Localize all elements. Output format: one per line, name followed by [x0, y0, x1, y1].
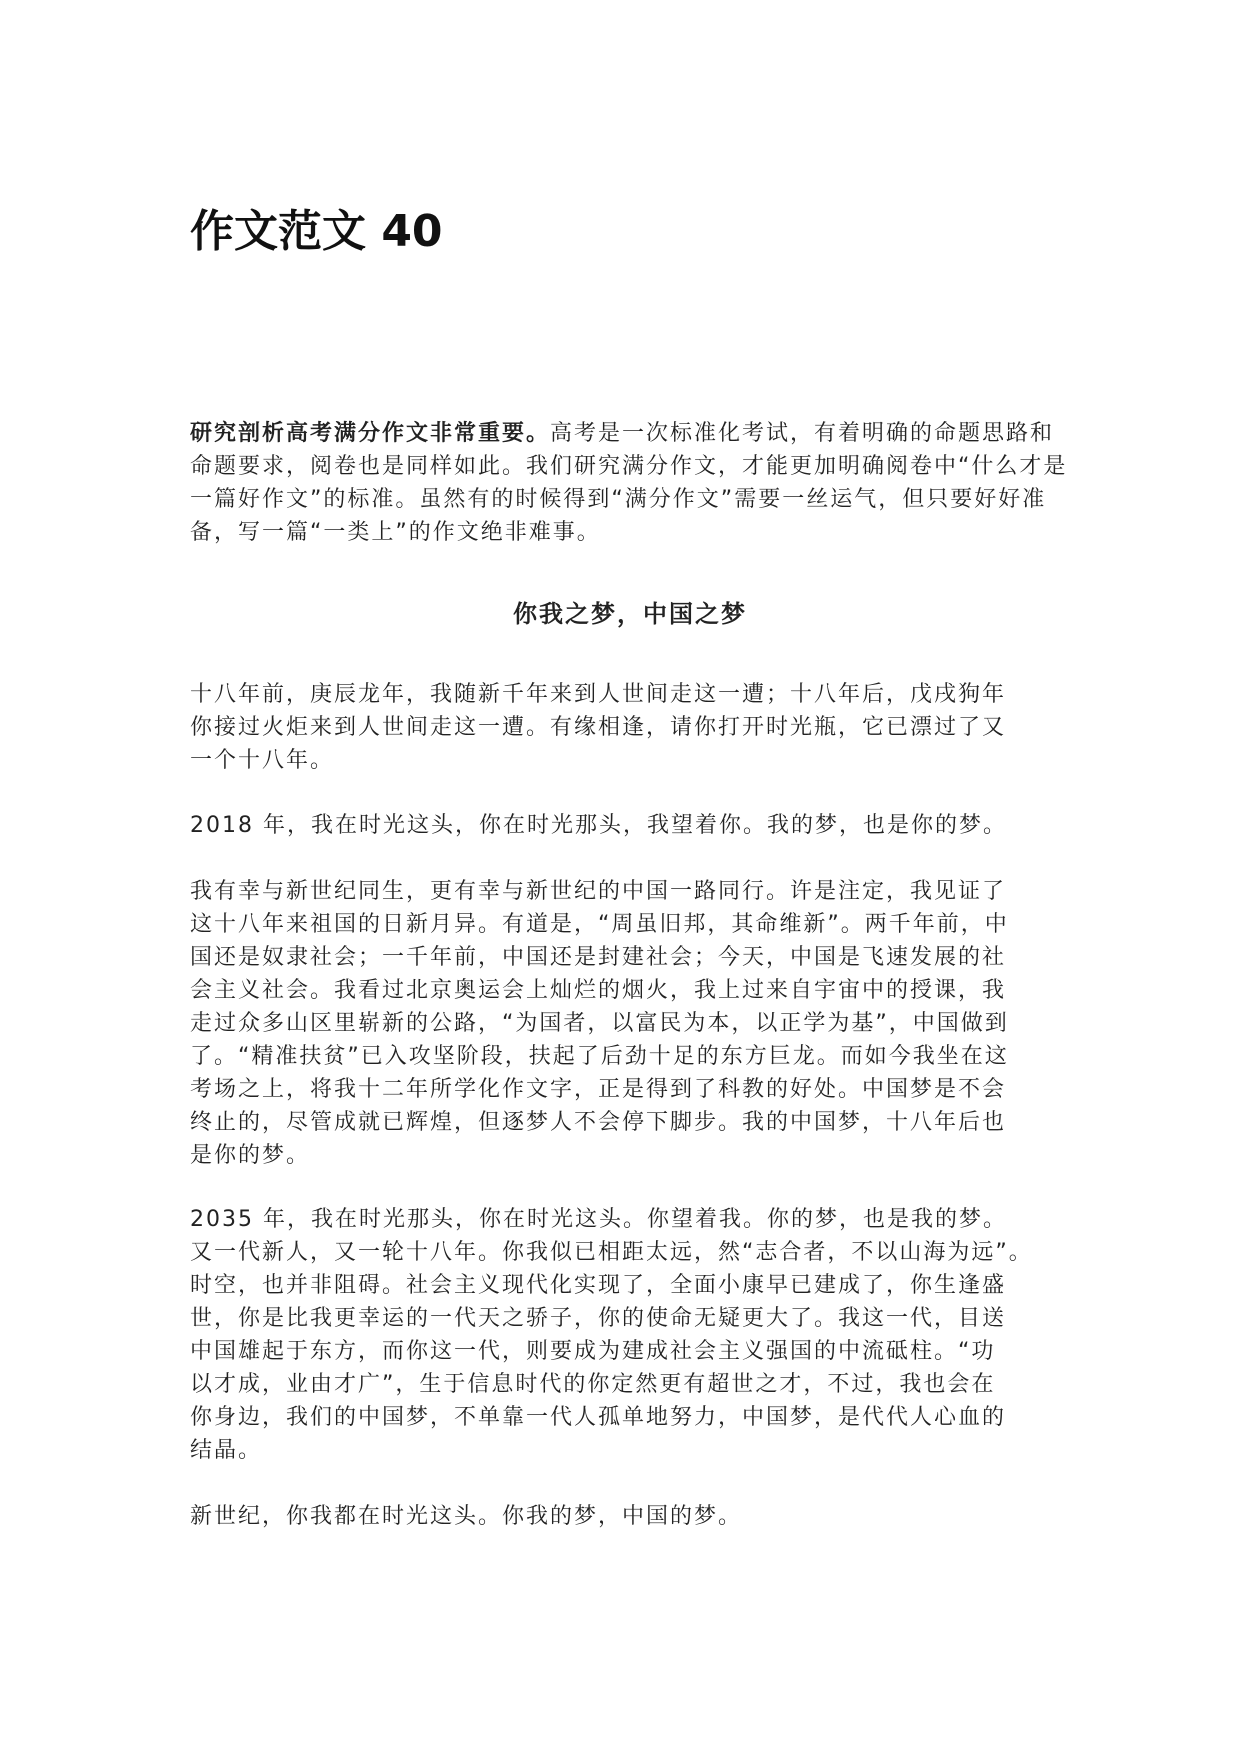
essay-paragraph-1	[190, 678, 1070, 777]
document-title: 作文范文 40	[190, 206, 443, 257]
text-line: 中国雄起于东方，而你这一代，则要成为建成社会主义强国的中流砥柱。“功	[190, 1339, 996, 1364]
text-line: 终止的，尽管成就已辉煌，但逐梦人不会停下脚步。我的中国梦，十八年后也	[190, 1110, 1007, 1135]
text-line: 走过众多山区里崭新的公路，“为国者，以富民为本，以正学为基”，中国做到	[190, 1011, 1009, 1036]
text-line: 2018 年，我在时光这头，你在时光那头，我望着你。我的梦，也是你的梦。	[190, 813, 1007, 838]
text-line: 会主义社会。我看过北京奥运会上灿烂的烟火，我上过来自宇宙中的授课，我	[190, 978, 1007, 1003]
text-line: 你接过火炬来到人世间走这一遭。有缘相逢，请你打开时光瓶，它已漂过了又	[190, 715, 1007, 740]
text-line: 考场之上，将我十二年所学化作文字，正是得到了科教的好处。中国梦是不会	[190, 1077, 1007, 1102]
text-line: 这十八年来祖国的日新月异。有道是，“周虽旧邦，其命维新”。两千年前，中	[190, 912, 1009, 937]
essay-paragraph-5	[190, 1500, 1070, 1533]
essay-title: 你我之梦，中国之梦	[513, 600, 747, 628]
essay-paragraph-4	[190, 1203, 1070, 1467]
essay-paragraph-3	[190, 875, 1070, 1172]
text-line: 新世纪，你我都在时光这头。你我的梦，中国的梦。	[190, 1504, 743, 1529]
text-line: 了。“精准扶贫”已入攻坚阶段，扶起了后劲十足的东方巨龙。而如今我坐在这	[190, 1044, 1009, 1069]
text-line: 是你的梦。	[190, 1143, 311, 1168]
text-line: 我有幸与新世纪同生，更有幸与新世纪的中国一路同行。许是注定，我见证了	[190, 879, 1007, 904]
text-line: 以才成，业由才广”，生于信息时代的你定然更有超世之才，不过，我也会在	[190, 1372, 996, 1397]
intro-paragraph	[190, 417, 1070, 549]
text-line: 你身边，我们的中国梦，不单靠一代人孤单地努力，中国梦，是代代人心血的	[190, 1405, 1007, 1430]
text-line: 世，你是比我更幸运的一代天之骄子，你的使命无疑更大了。我这一代，目送	[190, 1306, 1007, 1331]
text-line: 又一代新人，又一轮十八年。你我似已相距太远，然“志合者，不以山海为远”。	[190, 1240, 1033, 1265]
text-line: 结晶。	[190, 1438, 263, 1463]
intro-lead: 研究剖析高考满分作文非常重要。	[190, 421, 551, 446]
essay-paragraph-2	[190, 809, 1070, 842]
text-line: 国还是奴隶社会；一千年前，中国还是封建社会；今天，中国是飞速发展的社	[190, 945, 1007, 970]
text-line: 2035 年，我在时光那头，你在时光这头。你望着我。你的梦，也是我的梦。	[190, 1207, 1007, 1232]
text-line: 十八年前，庚辰龙年，我随新千年来到人世间走这一遭；十八年后，戊戌狗年	[190, 682, 1007, 707]
intro-text: 高考是一次标准化考试，有着明确的命题思路和命题要求，阅卷也是同样如此。我们研究满分作文，才能更加明确阅卷中“什么才是一篇好作文”的标准。虽然有的时候得到“满分作文”需要一丝运气，但只要好好准备，写一篇“一类上”的作文绝非难事。	[190, 421, 1068, 545]
text-line: 一个十八年。	[190, 748, 335, 773]
text-line: 时空，也并非阻碍。社会主义现代化实现了，全面小康早已建成了，你生逢盛	[190, 1273, 1007, 1298]
